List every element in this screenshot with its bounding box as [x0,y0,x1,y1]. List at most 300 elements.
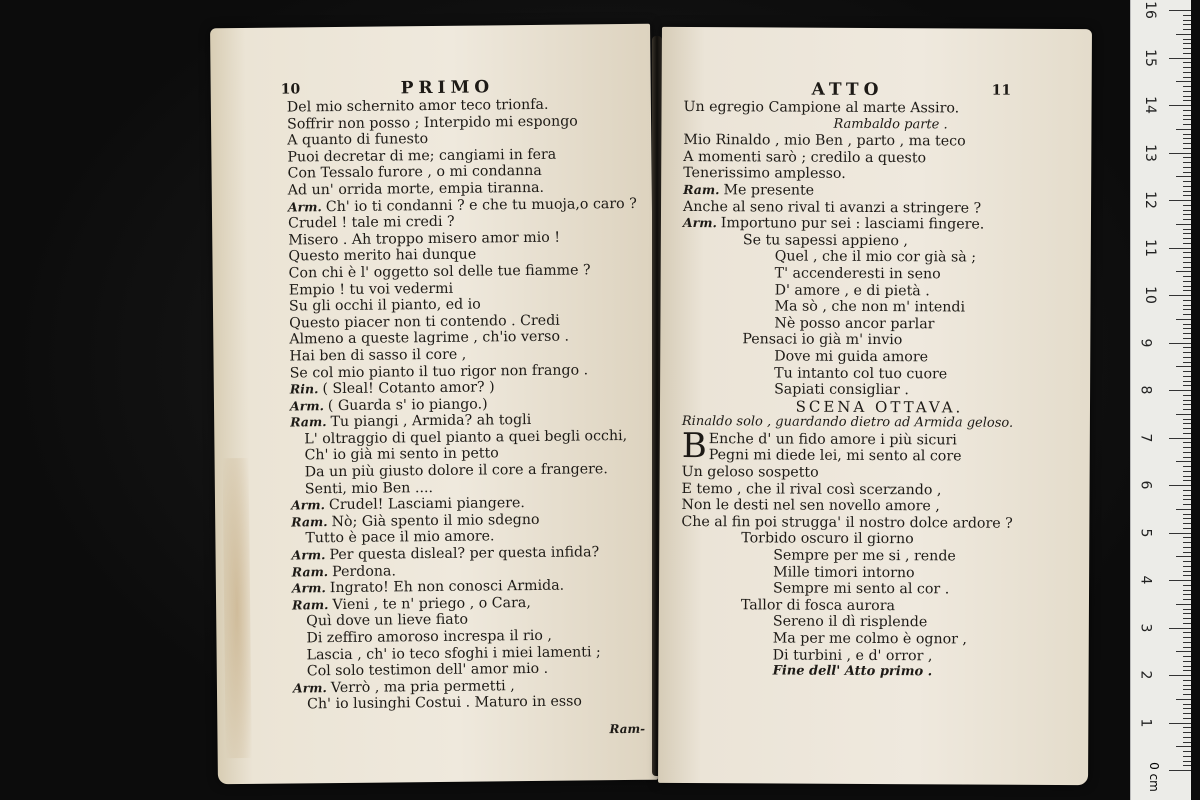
line-text: Me presente [723,182,815,199]
ruler-tick [1169,10,1191,11]
line-text: Con Tessalo furore , o mi condanna [287,163,542,182]
ruler-tick [1183,219,1191,220]
text-line [683,232,1078,251]
ruler-tick [1183,15,1191,16]
line-text: Tutto è pace il mio amore. [305,528,495,547]
ruler-tick [1183,24,1191,25]
line-text: Da un più giusto dolore il core a frangere. [304,461,608,481]
ruler-tick [1169,580,1191,581]
ruler-tick [1183,457,1191,458]
line-text: Quel , che il mio cor già sà ; [774,248,977,266]
line-text: Del mio schernito amor teco trionfa. [286,96,549,116]
ruler-tick [1183,689,1191,690]
ruler-tick [1183,400,1191,401]
line-text: Rinaldo solo , guardando dietro ad Armida geloso. [681,414,1014,432]
ruler-tick [1169,770,1191,771]
speaker-label: Arm. [292,679,327,696]
line-text: Importuno pur sei : lasciami fingere. [720,215,985,233]
ruler-tick [1183,309,1191,310]
ruler-tick [1176,271,1191,272]
ruler-tick [1183,499,1191,500]
text-line [681,547,1076,566]
ruler-tick [1183,575,1191,576]
page-number-right: 11 [991,82,1012,99]
left-text-block [287,96,642,714]
ruler-tick [1183,100,1191,101]
line-text: Sempre per me si , rende [773,547,956,565]
ruler-number: 16 [1141,1,1158,19]
ruler-tick [1183,442,1191,443]
line-text: Un geloso sospetto [681,464,819,481]
measuring-ruler [1130,0,1191,800]
line-text: ( Guarda s' io piango.) [327,396,488,414]
ruler-tick [1183,385,1191,386]
catchword: Ram- [609,721,646,737]
speaker-label: Arm. [289,397,324,414]
line-text: Tenerissimo amplesso. [683,165,846,183]
line-text: Vieni , te n' priego , o Cara, [332,594,531,613]
ruler-tick [1183,305,1191,306]
ruler-tick [1169,248,1191,249]
ruler-tick [1183,195,1191,196]
ruler-tick [1183,243,1191,244]
ruler-tick [1183,685,1191,686]
ruler-tick [1183,381,1191,382]
ruler-number: 10 [1141,286,1158,304]
running-head-left: PRIMO [400,77,495,99]
ruler-tick [1169,58,1191,59]
right-text-block [681,99,1079,682]
ruler-tick [1183,708,1191,709]
ruler-number: 9 [1137,338,1154,347]
ruler-tick [1183,409,1191,410]
ruler-tick [1183,210,1191,211]
ruler-number: 2 [1137,670,1154,680]
text-line [683,199,1078,218]
drop-cap: B [681,425,707,466]
line-text: Che al fin poi strugga' il nostro dolce ardore ? [681,513,1013,532]
text-line [683,248,1078,267]
ruler-tick [1183,39,1191,40]
ruler-tick [1183,72,1191,73]
ruler-tick [1176,176,1191,177]
text-line [682,298,1077,317]
line-text: Ch' io ti condanni ? e che tu muoja,o caro ? [325,195,637,215]
ruler-tick [1183,528,1191,529]
ruler-tick [1183,433,1191,434]
ruler-tick [1169,153,1191,154]
ruler-tick [1183,362,1191,363]
ruler-tick [1183,357,1191,358]
ruler-tick [1176,604,1191,605]
text-line [681,497,1076,516]
ruler-number: 14 [1141,96,1158,114]
ruler-tick [1169,485,1191,486]
ruler-tick [1183,352,1191,353]
line-text: Rambaldo parte . [833,116,948,132]
ruler-tick [1183,680,1191,681]
left-page [210,24,658,785]
text-line [681,530,1076,549]
ruler-tick [1176,509,1191,510]
line-text: Dove mi guida amore [774,348,929,366]
ruler-tick [1183,43,1191,44]
ruler-tick [1183,518,1191,519]
line-text: Un egregio Campione al marte Assiro. [683,98,960,117]
ruler-tick [1183,29,1191,30]
ruler-tick [1183,661,1191,662]
ruler-tick [1183,281,1191,282]
ruler-tick [1183,110,1191,111]
ruler-tick [1183,20,1191,21]
ruler-tick [1183,623,1191,624]
ruler-tick [1169,343,1191,344]
ruler-tick [1169,628,1191,629]
line-text: Sapiati consigliar . [774,381,909,399]
ruler-tick [1183,96,1191,97]
speaker-label: Arm. [290,497,326,513]
ruler-tick [1176,319,1191,320]
ruler-tick [1183,504,1191,505]
ruler-number: 5 [1137,528,1154,537]
line-text: Ma per me colmo è ognor , [772,630,967,648]
ruler-tick [1183,62,1191,63]
ruler-tick [1183,376,1191,377]
text-line [681,564,1076,583]
ruler-tick [1183,262,1191,263]
ruler-tick [1183,186,1191,187]
text-line [682,348,1077,367]
line-text: Ad un' orrida morte, empia tiranna. [287,179,545,199]
line-text: Anche al seno rival ti avanzi a stringere ? [682,198,982,217]
ruler-tick [1183,718,1191,719]
ruler-tick [1183,590,1191,591]
speaker-label: Rin. [289,381,319,397]
speaker-label: Ram. [683,181,720,198]
line-text: Questo merito hai dunque [288,246,477,265]
ruler-tick [1183,48,1191,49]
ruler-tick [1169,105,1191,106]
ruler-tick [1183,561,1191,562]
line-text: Verrò , ma pria permetti , [330,677,515,696]
ruler-tick [1176,699,1191,700]
ruler-tick [1183,286,1191,287]
line-text: T' accenderesti in seno [774,265,941,283]
text-line [683,165,1078,184]
ruler-tick [1183,338,1191,339]
ruler-tick [1183,495,1191,496]
speaker-label: Ram. [292,596,329,613]
speaker-label: Ram. [291,563,329,580]
line-text: Crudel! Lasciami piangere. [328,495,526,514]
ruler-tick [1183,276,1191,277]
ruler-number: 3 [1137,623,1154,632]
ruler-tick [1183,290,1191,291]
ruler-tick [1183,300,1191,301]
ruler-tick [1183,119,1191,120]
ruler-number: 6 [1137,480,1154,490]
text-line [682,447,1077,466]
line-text: Tu intanto col tuo cuore [774,364,948,382]
line-text: Ch' io già mi sento in petto [304,445,499,464]
ruler-tick [1183,404,1191,405]
ruler-tick [1183,148,1191,149]
ruler-tick [1169,390,1191,391]
ruler-tick [1183,552,1191,553]
line-text: Lascia , ch' io teco sfoghi i miei lamenti ; [306,643,601,663]
text-line [681,613,1076,632]
ruler-tick [1183,395,1191,396]
text-line [683,282,1078,301]
line-text: D' amore , e di pietà . [774,282,930,299]
line-text: Su gli occhi il pianto, ed io [288,296,481,315]
ruler-tick [1183,756,1191,757]
ruler-number: 13 [1141,143,1158,162]
line-text: Mio Rinaldo , mio Ben , parto , ma teco [683,132,966,150]
line-text: Nè posso ancor parlar [774,315,935,333]
text-line [684,99,1079,118]
ruler-tick [1183,67,1191,68]
ruler-tick [1183,91,1191,92]
ruler-tick [1183,761,1191,762]
ruler-tick [1183,324,1191,325]
line-text: Col solo testimon dell' amor mio . [306,661,549,680]
text-line [682,464,1077,483]
speaker-label: Ram. [290,414,327,430]
line-text: Di turbini , e d' orror , [772,647,933,664]
ruler-tick [1183,314,1191,315]
ruler-tick [1183,566,1191,567]
line-text: Mille timori intorno [773,564,915,581]
line-text: Non le desti nel sen novello amore , [681,497,940,515]
ruler-tick [1169,723,1191,724]
ruler-tick [1183,609,1191,610]
ruler-tick [1183,471,1191,472]
text-line [682,414,1077,433]
line-text: Senti, mio Ben .... [304,479,434,498]
ruler-tick [1183,694,1191,695]
line-text: SCENA OTTAVA. [795,397,964,417]
running-head-right: ATTO [811,79,884,101]
line-text: Puoi decretar di me; cangiami in fera [287,146,557,166]
ruler-tick [1183,732,1191,733]
text-line [683,215,1078,234]
ruler-tick [1169,438,1191,439]
ruler-tick [1176,81,1191,82]
ruler-tick [1183,476,1191,477]
ruler-tick [1169,295,1191,296]
ruler-tick [1183,618,1191,619]
ruler-unit-label: 0 cm [1146,762,1161,792]
ruler-tick [1183,143,1191,144]
ruler-tick [1176,366,1191,367]
ruler-tick [1183,423,1191,424]
ruler-number: 15 [1141,48,1158,67]
ruler-tick [1183,419,1191,420]
text-line [293,693,642,713]
ruler-tick [1183,86,1191,87]
ruler-tick [1183,642,1191,643]
line-text: Sereno il dì risplende [772,613,928,631]
ruler-tick [1183,428,1191,429]
ruler-tick [1183,585,1191,586]
line-text: Questo piacer non ti contendo . Credi [289,312,560,332]
text-line [683,116,1078,135]
ruler-tick [1183,737,1191,738]
text-line [681,663,1076,682]
line-text: Crudel ! tale mi credi ? [288,213,455,232]
ruler-tick [1183,371,1191,372]
ruler-tick [1183,547,1191,548]
ruler-tick [1183,157,1191,158]
speaker-label: Arm. [682,215,717,231]
page-stain [223,458,252,758]
ruler-tick [1183,599,1191,600]
text-line [683,182,1078,201]
line-text: ( Sleal! Cotanto amor? ) [322,379,495,398]
ruler-tick [1176,34,1191,35]
ruler-tick [1183,670,1191,671]
line-text: Empio ! tu voi vedermi [288,280,454,299]
line-text: Quì dove un lieve fiato [306,612,469,630]
line-text: Ingrato! Eh non conosci Armida. [329,577,565,597]
ruler-tick [1183,594,1191,595]
ruler-tick [1183,523,1191,524]
ruler-tick [1183,214,1191,215]
ruler-tick [1183,727,1191,728]
text-line [682,364,1077,383]
line-text: Enche d' un fido amore i più sicuri [708,431,957,449]
ruler-tick [1183,233,1191,234]
line-text: A momenti sarò ; credilo a questo [683,148,927,167]
right-page [658,27,1092,785]
ruler-tick [1183,181,1191,182]
line-text: Almeno a queste lagrime , ch'io verso . [289,328,570,348]
ruler-tick [1183,537,1191,538]
ruler-tick [1183,229,1191,230]
ruler-tick [1169,533,1191,534]
line-text: Ma sò , che non m' intendi [774,298,966,316]
line-text: A quanto di funesto [287,131,429,149]
ruler-tick [1183,134,1191,135]
ruler-tick [1183,124,1191,125]
ruler-tick [1183,138,1191,139]
ruler-tick [1183,713,1191,714]
line-text: E temo , che il rival così scerzando , [681,480,942,499]
ruler-tick [1183,542,1191,543]
page-number-left: 10 [280,81,301,98]
ruler-tick [1183,267,1191,268]
line-text: Per questa disleal? per questa infida? [329,544,600,564]
line-text: Pensaci io già m' invio [742,331,903,349]
text-line [682,331,1077,350]
ruler-tick [1183,328,1191,329]
line-text: Tu piangi , Armida? ah togli [330,412,532,431]
ruler-tick [1183,571,1191,572]
ruler-number: 11 [1141,238,1158,257]
text-line [683,149,1078,168]
line-text: Se col mio pianto il tuo rigor non frango . [289,361,589,382]
ruler-tick [1183,742,1191,743]
ruler-tick [1183,466,1191,467]
ruler-tick [1183,162,1191,163]
line-text: Di zeffiro amoroso increspa il rio , [306,627,552,647]
line-text: Soffrir non posso ; Interpido mi espongo [286,113,578,133]
ruler-tick [1176,461,1191,462]
ruler-tick [1183,205,1191,206]
ruler-tick [1183,637,1191,638]
line-text: Perdona. [332,563,397,580]
ruler-tick [1183,632,1191,633]
line-text: Nò; Già spento il mio sdegno [331,511,540,530]
open-book [214,26,1094,782]
ruler-tick [1183,167,1191,168]
ruler-tick [1169,675,1191,676]
ruler-tick [1183,333,1191,334]
ruler-number: 4 [1137,575,1154,585]
ruler-number: 12 [1141,191,1158,209]
ruler-tick [1176,746,1191,747]
line-text: Misero . Ah troppo misero amor mio ! [288,229,561,249]
line-text: L' oltraggio di quel pianto a quei begli occhi, [304,427,628,448]
line-text: Se tu sapessi appieno , [742,232,908,249]
text-line [683,132,1078,151]
ruler-tick [1183,252,1191,253]
text-line [681,580,1076,599]
text-line [682,481,1077,500]
ruler-number: 7 [1137,433,1154,442]
ruler-number: 8 [1137,385,1154,395]
text-line [681,630,1076,649]
ruler-tick [1183,613,1191,614]
line-text: Sempre mi sento al cor . [773,580,950,598]
ruler-number: 1 [1137,718,1154,727]
text-line [681,647,1076,666]
ruler-tick [1183,452,1191,453]
ruler-tick [1183,765,1191,766]
text-line [681,514,1076,533]
ruler-tick [1183,191,1191,192]
ruler-tick [1176,224,1191,225]
speaker-label: Ram. [291,513,328,530]
ruler-tick [1183,172,1191,173]
ruler-tick [1183,704,1191,705]
ruler-tick [1176,414,1191,415]
ruler-tick [1183,514,1191,515]
speaker-label: Arm. [291,547,326,563]
line-text: Hai ben di sasso il core , [289,346,467,365]
text-line [683,265,1078,284]
text-line [681,597,1076,616]
ruler-tick [1183,347,1191,348]
line-text: Torbido oscuro il giorno [741,530,914,548]
line-text: Con chi è l' oggetto sol delle tue fiamme ? [288,262,591,282]
line-text: Ch' io lusinghi Costui . Maturo in esso [307,693,583,713]
line-text: Fine dell' Atto primo . [772,663,933,680]
speaker-label: Arm. [287,198,322,215]
line-text: Tallor di fosca aurora [740,597,896,614]
ruler-tick [1183,656,1191,657]
ruler-tick [1183,490,1191,491]
speaker-label: Arm. [291,580,326,596]
ruler-tick [1183,238,1191,239]
ruler-tick [1169,200,1191,201]
ruler-tick [1176,651,1191,652]
ruler-tick [1183,257,1191,258]
text-line [682,398,1077,417]
line-text: Pegni mi diede lei, mi sento al core [708,447,962,465]
ruler-tick [1183,751,1191,752]
